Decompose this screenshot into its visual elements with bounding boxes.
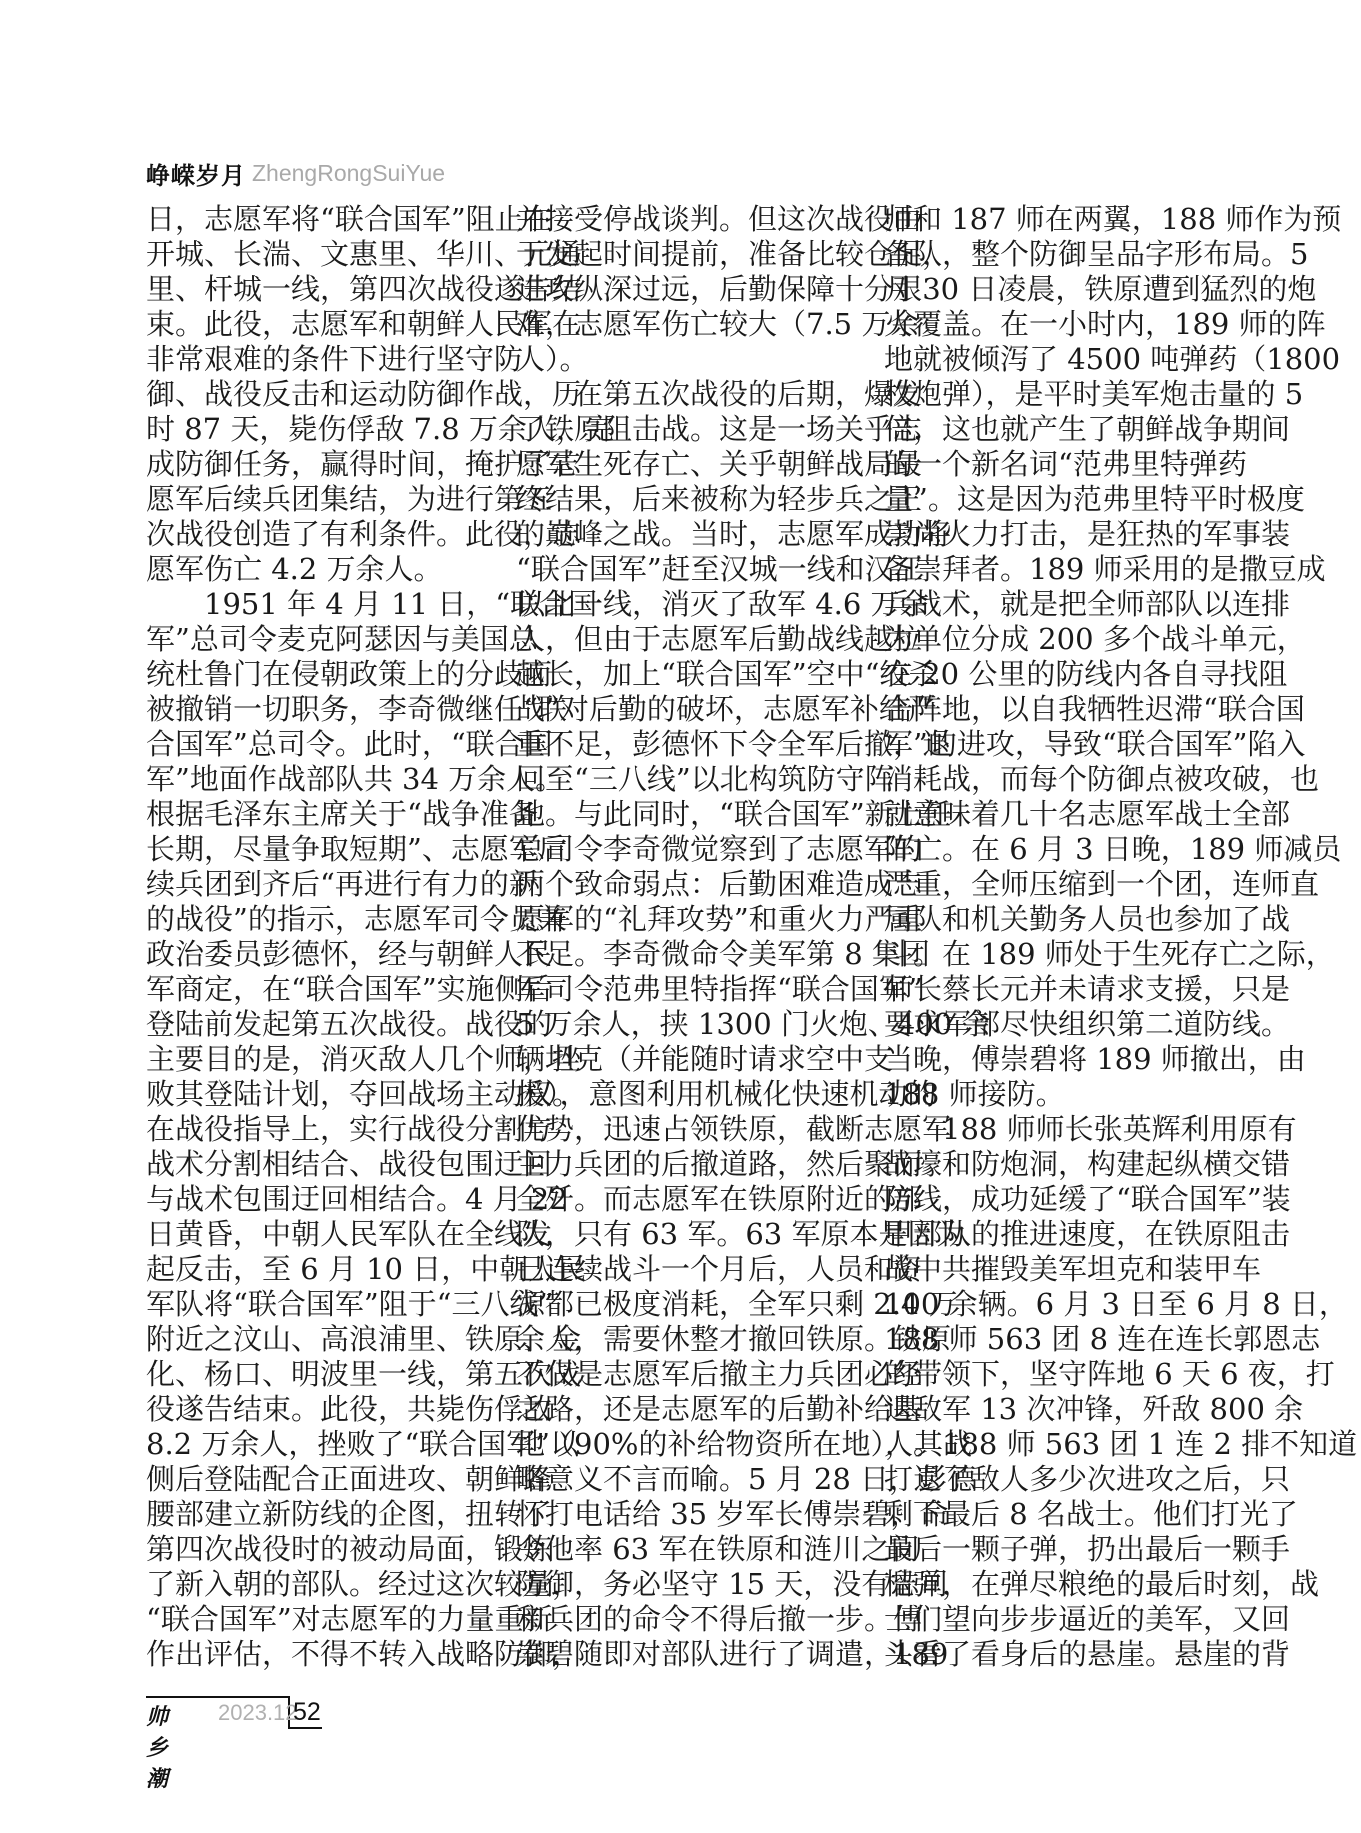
text-line: 备崇拜者。189 师采用的是撒豆成 — [884, 552, 1326, 586]
text-line: 在第五次战役的后期，爆发 — [516, 377, 923, 411]
text-line: 总司令李奇微觉察到了志愿军的 — [516, 832, 923, 866]
text-line: 头看了看身后的悬崖。悬崖的背 — [884, 1637, 1291, 1671]
text-line: 当晚，傅崇碧将 189 师撤出，由 — [884, 1042, 1306, 1076]
text-line: 188 师接防。 — [884, 1077, 1065, 1111]
text-line: 士们望向步步逼近的美军，又回 — [884, 1602, 1291, 1636]
text-line: 师长蔡长元并未请求支援，只是 — [884, 972, 1291, 1006]
decorative-square — [194, 144, 208, 158]
text-line: 防线，成功延缓了“联合国军”装 — [884, 1182, 1291, 1216]
text-line: 188 师师长张英辉利用原有 — [884, 1112, 1297, 1146]
text-line: 斗。在 189 师处于生死存亡之际， — [884, 937, 1335, 971]
text-line: 越长，加上“联合国军”空中“绞杀 — [516, 657, 938, 691]
text-line: 源都已极度消耗，全军只剩 2.4 万 — [516, 1287, 958, 1321]
text-line: 与战术包围迂回相结合。4 月 22 — [146, 1182, 568, 1216]
text-line: 腰部建立新防线的企图，扭转了 — [146, 1497, 553, 1531]
text-line: 量”。这是因为范弗里特平时极度 — [884, 482, 1305, 516]
text-line: 在 20 公里的防线内各自寻找阻 — [884, 657, 1288, 691]
text-line: 主力兵团的后撤道路，然后聚而 — [516, 1147, 923, 1181]
text-line: 了新入朝的部队。经过这次较量， — [146, 1567, 582, 1601]
text-line: 回至“三八线”以北构筑防守阵 — [516, 762, 894, 796]
text-column-1 — [146, 202, 614, 1672]
text-line: 要求军部尽快组织第二道防线。 — [884, 1007, 1291, 1041]
footer-rule — [288, 1727, 322, 1729]
text-line: 御、战役反击和运动防御作战，历 — [146, 377, 582, 411]
text-line: 军队将“联合国军”阻于“三八线” — [146, 1287, 554, 1321]
text-line: 备队，整个防御呈品字形布局。5 — [884, 237, 1309, 271]
text-line: 政治委员彭德怀，经与朝鲜人民 — [146, 937, 553, 971]
decorative-square — [170, 144, 184, 158]
text-line: “联合国军”赶至汉城一线和汉江 — [516, 552, 923, 586]
text-line: 的战役”的指示，志愿军司令员兼 — [146, 902, 567, 936]
text-line: 主要目的是，消灭敌人几个师，挫 — [146, 1042, 582, 1076]
text-line: 人，但由于志愿军后勤战线越拉 — [516, 622, 923, 656]
text-line: 在战役指导上，实行战役分割与 — [146, 1112, 553, 1146]
text-line: 军商定，在“联合国军”实施侧后 — [146, 972, 553, 1006]
decorative-square — [218, 144, 232, 158]
text-line: 略意义不言而喻。5 月 28 日，彭德 — [516, 1462, 977, 1496]
text-line: 怀打电话给 35 岁军长傅崇碧，命 — [516, 1497, 949, 1531]
text-line: 人）。 — [516, 342, 589, 376]
text-line: 重不足，彭德怀下令全军后撤，退 — [516, 727, 952, 761]
text-line: 愿军的“礼拜攻势”和重火力严重 — [516, 902, 923, 936]
text-line: 被撤销一切职务，李奇微继任“联 — [146, 692, 567, 726]
text-line: 两个致命弱点：后勤困难造成志 — [516, 867, 923, 901]
text-line: 的一个新名词“范弗里特弹药 — [884, 447, 1247, 481]
text-line: 次战役创造了有利条件。此役，志 — [146, 517, 582, 551]
magazine-logo: 帅乡潮 — [146, 1704, 169, 1792]
text-line: 辆坦克（并能随时请求空中支 — [516, 1042, 894, 1076]
text-line: 火覆盖。在一小时内，189 师的阵 — [884, 307, 1326, 341]
issue-date: 2023.12 — [218, 1700, 298, 1725]
text-line: 愿军伤亡 4.2 万余人。 — [146, 552, 443, 586]
text-line: 开城、长湍、文惠里、华川、元通 — [146, 237, 582, 271]
page-number: 52 — [293, 1698, 321, 1726]
text-line: 长期，尽量争取短期”、志愿军后 — [146, 832, 567, 866]
text-line: 地。与此同时，“联合国军”新上任 — [516, 797, 952, 831]
text-line: 就意味着几十名志愿军战士全部 — [884, 797, 1291, 831]
text-line: 役遂告结束。此役，共毙伤俘敌 — [146, 1392, 553, 1426]
text-line: 188 师 563 团 8 连在连长郭恩志 — [884, 1322, 1321, 1356]
text-line: 附近之汶山、高浪浦里、铁原、金 — [146, 1322, 582, 1356]
text-line: 和兵团的命令不得后撤一步。傅 — [516, 1602, 923, 1636]
text-line: 军”总司令麦克阿瑟因与美国总 — [146, 622, 538, 656]
text-line: 化、杨口、明波里一线，第五次战 — [146, 1357, 582, 1391]
text-line: 以北一线，消灭了敌军 4.6 万余 — [516, 587, 929, 621]
text-line: 已连续战斗一个月后，人员和资 — [516, 1252, 923, 1286]
text-line: 束。此役，志愿军和朝鲜人民军在 — [146, 307, 582, 341]
text-line: 援），意图利用机械化快速机动的 — [516, 1077, 937, 1111]
text-line: 愿军后续兵团集结，为进行第五 — [146, 482, 553, 516]
text-column-3 — [884, 202, 1358, 1672]
text-line: 100 余辆。6 月 3 日至 6 月 8 日， — [884, 1287, 1348, 1321]
text-line: 于发起时间提前，准备比较仓促， — [516, 237, 952, 271]
text-line: 侧后登陆配合正面进攻、朝鲜蜂 — [146, 1462, 553, 1496]
text-line: 里、杆城一线，第四次战役遂告结 — [146, 272, 582, 306]
text-line: 严重，全师压缩到一个团，连师直 — [884, 867, 1320, 901]
text-line: 进攻纵深过远，后勤保障十分艰 — [516, 272, 923, 306]
text-line: 优势，迅速占领铁原，截断志愿军 — [516, 1112, 952, 1146]
text-line: 之路，还是志愿军的后勤补给基 — [516, 1392, 923, 1426]
text-line: 合国军”总司令。此时，“联合国 — [146, 727, 553, 761]
text-line: 战壕和防炮洞，构建起纵横交错 — [884, 1147, 1291, 1181]
text-line: 击阵地，以自我牺牲迟滞“联合国 — [884, 692, 1305, 726]
text-line: 甲部队的推进速度，在铁原阻击 — [884, 1217, 1291, 1251]
text-line: “联合国军”对志愿军的力量重新 — [146, 1602, 553, 1636]
text-line: 战中共摧毁美军坦克和装甲车 — [884, 1252, 1262, 1286]
text-line: 日，志愿军将“联合国军”阻止在 — [146, 202, 553, 236]
text-line: 成防御任务，赢得时间，掩护了志 — [146, 447, 582, 481]
text-line: 为单位分成 200 多个战斗单元， — [884, 622, 1306, 656]
text-line: 军”地面作战部队共 34 万余人。 — [146, 762, 565, 796]
text-line: 8.2 万余人，挫败了“联合国军”以 — [146, 1427, 579, 1461]
text-line: 人。188 师 563 团 1 连 2 排不知道 — [884, 1427, 1358, 1461]
text-line: 难，志愿军伤亡较大（7.5 万余 — [516, 307, 920, 341]
text-line: 榴弹，在弹尽粮绝的最后时刻，战 — [884, 1567, 1320, 1601]
section-header — [146, 150, 445, 190]
text-line: 第四次战役时的被动局面，锻炼 — [146, 1532, 553, 1566]
text-line: 最后一颗子弹，扔出最后一颗手 — [884, 1532, 1291, 1566]
text-line: 属队和机关勤务人员也参加了战 — [884, 902, 1291, 936]
text-line: 月 30 日凌晨，铁原遭到猛烈的炮 — [884, 272, 1317, 306]
text-line: 作出评估，不得不转入战略防御， — [146, 1637, 582, 1671]
section-title-text: 峥嵘岁月 — [146, 161, 246, 190]
decorative-square — [146, 144, 160, 158]
text-line: 兵战术，就是把全师部队以连排 — [884, 587, 1291, 621]
text-line: 不足。李奇微命令美军第 8 集团 — [516, 937, 930, 971]
text-line: 续兵团到齐后“再进行有力的新 — [146, 867, 538, 901]
text-line: 崇尚火力打击，是狂热的军事装 — [884, 517, 1291, 551]
text-line: 全歼。而志愿军在铁原附近的部 — [516, 1182, 923, 1216]
text-line: 起反击，至 6 月 10 日，中朝人民 — [146, 1252, 587, 1286]
text-line: 崇碧随即对部队进行了调遣，189 — [516, 1637, 949, 1671]
text-line: 愿军生死存亡、关乎朝鲜战局最 — [516, 447, 923, 481]
text-line: 的巅峰之战。当时，志愿军成功将 — [516, 517, 952, 551]
text-line: 阵亡。在 6 月 3 日晚，189 师减员 — [884, 832, 1342, 866]
text-line: 不仅是志愿军后撤主力兵团必经 — [516, 1357, 923, 1391]
text-line: 并接受停战谈判。但这次战役由 — [516, 202, 923, 236]
text-line: 地（90%的补给物资所在地），其战 — [516, 1427, 972, 1461]
text-line: 枚炮弹），是平时美军炮击量的 5 — [884, 377, 1304, 411]
text-line: 的带领下，坚守阵地 6 天 6 夜，打 — [884, 1357, 1335, 1391]
text-line: 非常艰难的条件下进行坚守防 — [146, 342, 524, 376]
text-line: 防御，务必坚守 15 天，没有志司 — [516, 1567, 949, 1601]
text-line: 统杜鲁门在侵朝政策上的分歧而 — [146, 657, 553, 691]
text-line: 5 万余人，挟 1300 门火炮、400 余 — [516, 1007, 991, 1041]
text-line: 军”的进攻，导致“联合国军”陷入 — [884, 727, 1306, 761]
text-line: 地就被倾泻了 4500 吨弹药（1800 — [884, 342, 1341, 376]
footer-rule — [146, 1696, 289, 1698]
text-line: 军司令范弗里特指挥“联合国军” — [516, 972, 923, 1006]
text-line: 打退了敌人多少次进攻之后，只 — [884, 1462, 1291, 1496]
section-title — [146, 150, 246, 191]
text-line: 退敌军 13 次冲锋，歼敌 800 余 — [884, 1392, 1304, 1426]
text-line: 队，只有 63 军。63 军原本是因为 — [516, 1217, 966, 1251]
text-line: 时 87 天，毙伤俘敌 7.8 万余人，完 — [146, 412, 614, 446]
text-line: 了铁原阻击战。这是一场关乎志 — [516, 412, 923, 446]
text-line: 令他率 63 军在铁原和涟川之间 — [516, 1532, 920, 1566]
text-line: 日黄昏，中朝人民军队在全线发 — [146, 1217, 553, 1251]
text-line: 败其登陆计划，夺回战场主动权。 — [146, 1077, 582, 1111]
text-line: 战术分割相结合、战役包围迂回 — [146, 1147, 553, 1181]
text-line: 战”对后勤的破坏，志愿军补给严 — [516, 692, 937, 726]
section-title-pinyin: ZhengRongSuiYue — [252, 159, 446, 186]
text-line: 师和 187 师在两翼，188 师作为预 — [884, 202, 1342, 236]
text-line: 余人，需要休整才撤回铁原。铁原 — [516, 1322, 952, 1356]
text-line: 倍，这也就产生了朝鲜战争期间 — [884, 412, 1291, 446]
text-line: 剩下最后 8 名战士。他们打光了 — [884, 1497, 1298, 1531]
text-line: 终结果，后来被称为轻步兵之王 — [516, 482, 923, 516]
text-line: 根据毛泽东主席关于“战争准备 — [146, 797, 538, 831]
text-line: 登陆前发起第五次战役。战役的 — [146, 1007, 553, 1041]
text-line: 1951 年 4 月 11 日，“联合国 — [146, 587, 598, 621]
text-line: 消耗战，而每个防御点被攻破，也 — [884, 762, 1320, 796]
